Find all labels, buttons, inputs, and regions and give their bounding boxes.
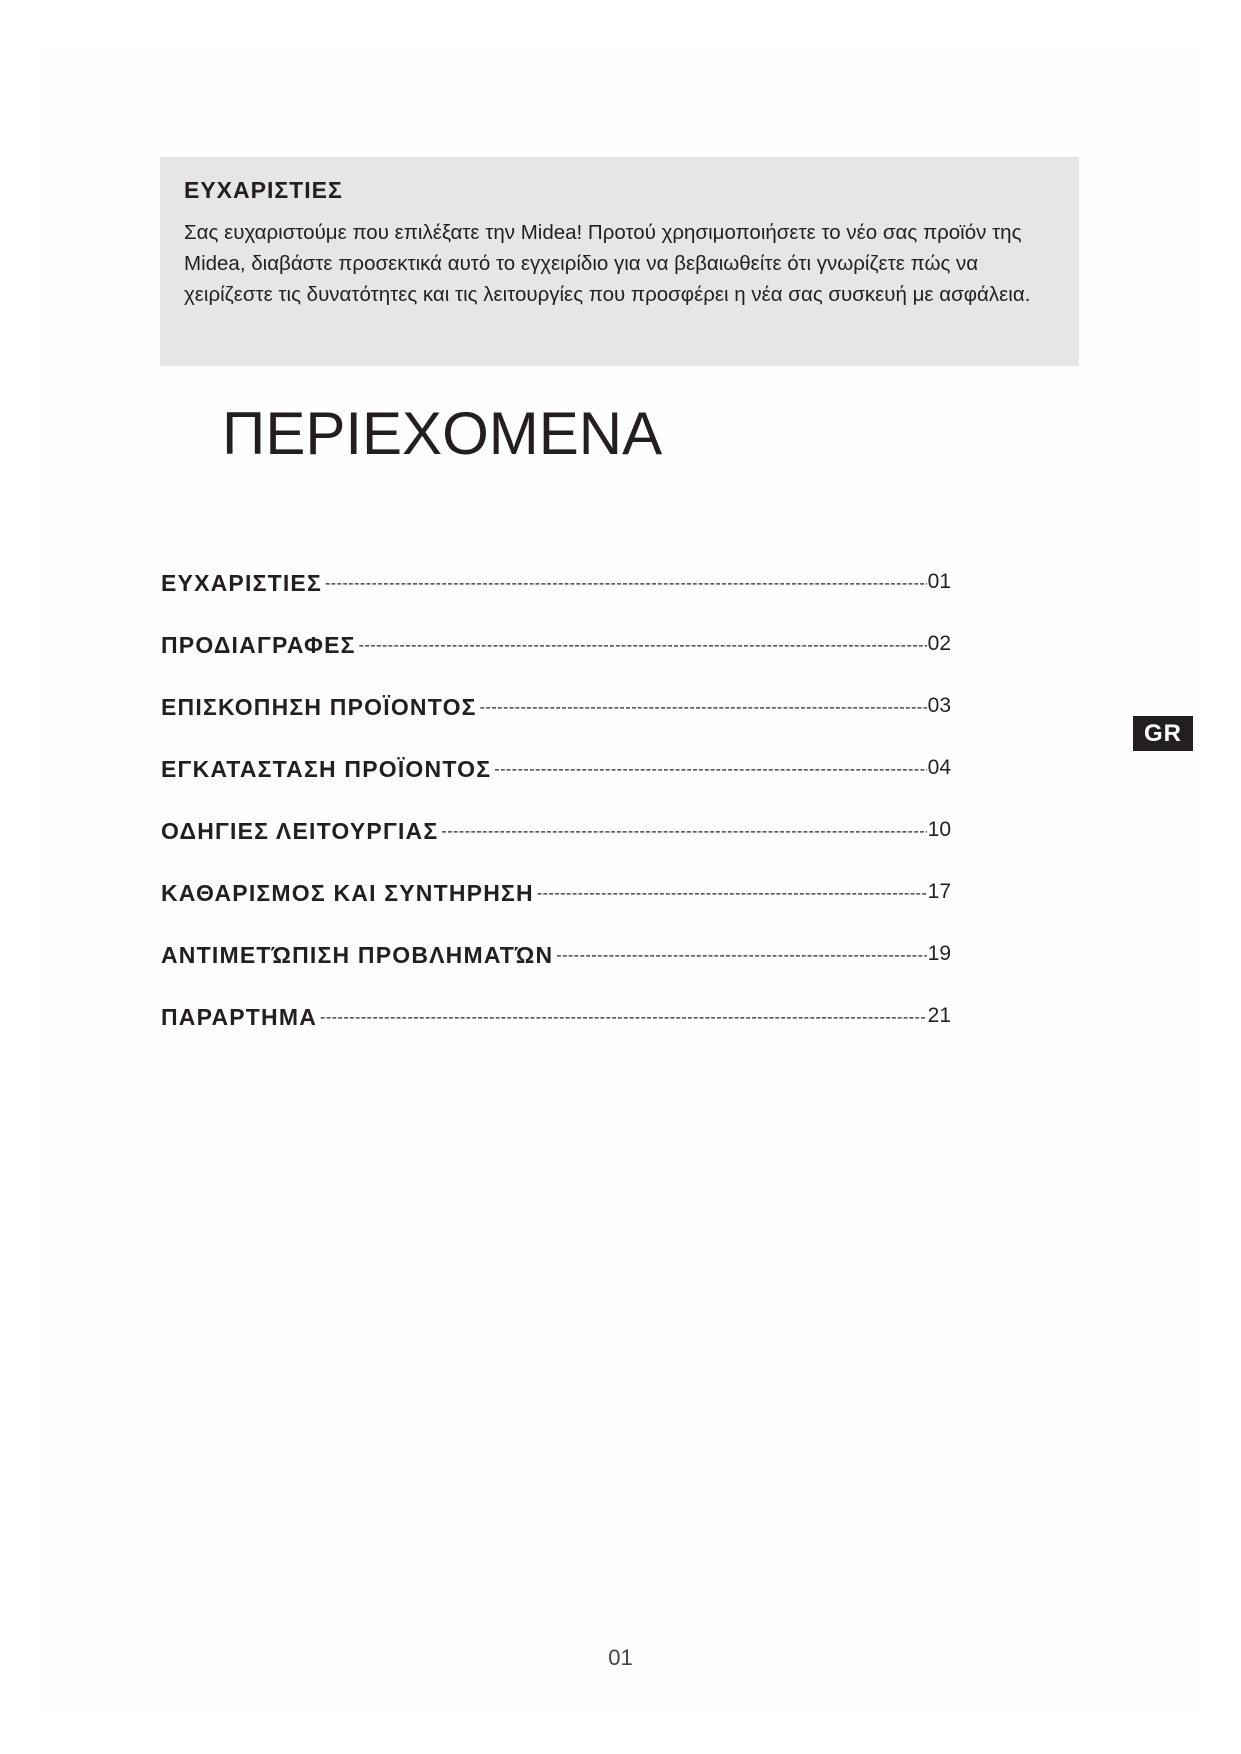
- toc-entry-page: 21: [927, 1004, 951, 1027]
- toc-entry-label: ΕΥΧΑΡΙΣΤΙΕΣ: [161, 570, 322, 596]
- page-number: 01: [608, 1645, 633, 1670]
- toc-dot-leader: [325, 575, 927, 593]
- toc-dot-leader: [494, 761, 926, 779]
- toc-dot-leader: [537, 885, 927, 903]
- thanks-text: Σας ευχαριστούμε που επιλέξατε την Midea! Προτού χρησιμοποιήσετε το νέο σας προϊόν της Midea, διαβάστε προσεκτικά αυτό το εγχειρίδιο για να βεβαιωθείτε ότι γνωρίζετε πώς να χειρίζεστε τις δυνατότητες και τις λειτουργίες που προσφέρει η νέα σας συσκευή με ασφάλεια.: [184, 221, 1031, 306]
- toc-entry-operating-instructions[interactable]: [161, 818, 951, 880]
- toc-entry-label: ΚΑΘΑΡΙΣΜΟΣ ΚΑΙ ΣΥΝΤΗΡΗΣΗ: [161, 880, 534, 906]
- toc-entry-label: ΕΠΙΣΚΟΠΗΣΗ ΠΡΟΪΟΝΤΟΣ: [161, 694, 477, 720]
- toc-entry-page: 10: [927, 818, 951, 841]
- contents-title: ΠΕΡΙΕΧΟΜΕΝΑ: [222, 400, 663, 467]
- toc-entry-troubleshooting[interactable]: [161, 942, 951, 1004]
- toc-dot-leader: [320, 1009, 927, 1027]
- toc-entry-cleaning-maintenance[interactable]: [161, 880, 951, 942]
- toc-dot-leader: [480, 699, 927, 717]
- toc-entry-label: ΑΝΤΙΜΕΤΏΠΙΣΗ ΠΡΟΒΛΗΜΑΤΏΝ: [161, 942, 554, 968]
- table-of-contents: [161, 570, 951, 1066]
- toc-entry-label: ΠΡΟΔΙΑΓΡΑΦΕΣ: [161, 632, 356, 658]
- toc-entry-page: 19: [927, 942, 951, 965]
- thanks-box: [160, 157, 1079, 366]
- toc-dot-leader: [556, 947, 926, 965]
- thanks-title: ΕΥΧΑΡΙΣΤΙΕΣ: [184, 177, 343, 203]
- language-tab: GR: [1133, 716, 1193, 751]
- toc-entry-page: 17: [927, 880, 951, 903]
- toc-entry-product-overview[interactable]: [161, 694, 951, 756]
- toc-entry-label: ΕΓΚΑΤΑΣΤΑΣΗ ΠΡΟΪΟΝΤΟΣ: [161, 756, 492, 782]
- toc-entry-thanks[interactable]: [161, 570, 951, 632]
- toc-entry-appendix[interactable]: [161, 1004, 951, 1066]
- toc-dot-leader: [359, 637, 927, 655]
- toc-entry-page: 02: [927, 632, 951, 655]
- toc-entry-page: 01: [927, 570, 951, 593]
- toc-entry-specifications[interactable]: [161, 632, 951, 694]
- toc-entry-label: ΠΑΡΑΡΤΗΜΑ: [161, 1004, 318, 1030]
- toc-entry-label: ΟΔΗΓΙΕΣ ΛΕΙΤΟΥΡΓΙΑΣ: [161, 818, 439, 844]
- toc-entry-product-installation[interactable]: [161, 756, 951, 818]
- toc-entry-page: 03: [927, 694, 951, 717]
- toc-dot-leader: [441, 823, 926, 841]
- toc-entry-page: 04: [927, 756, 951, 779]
